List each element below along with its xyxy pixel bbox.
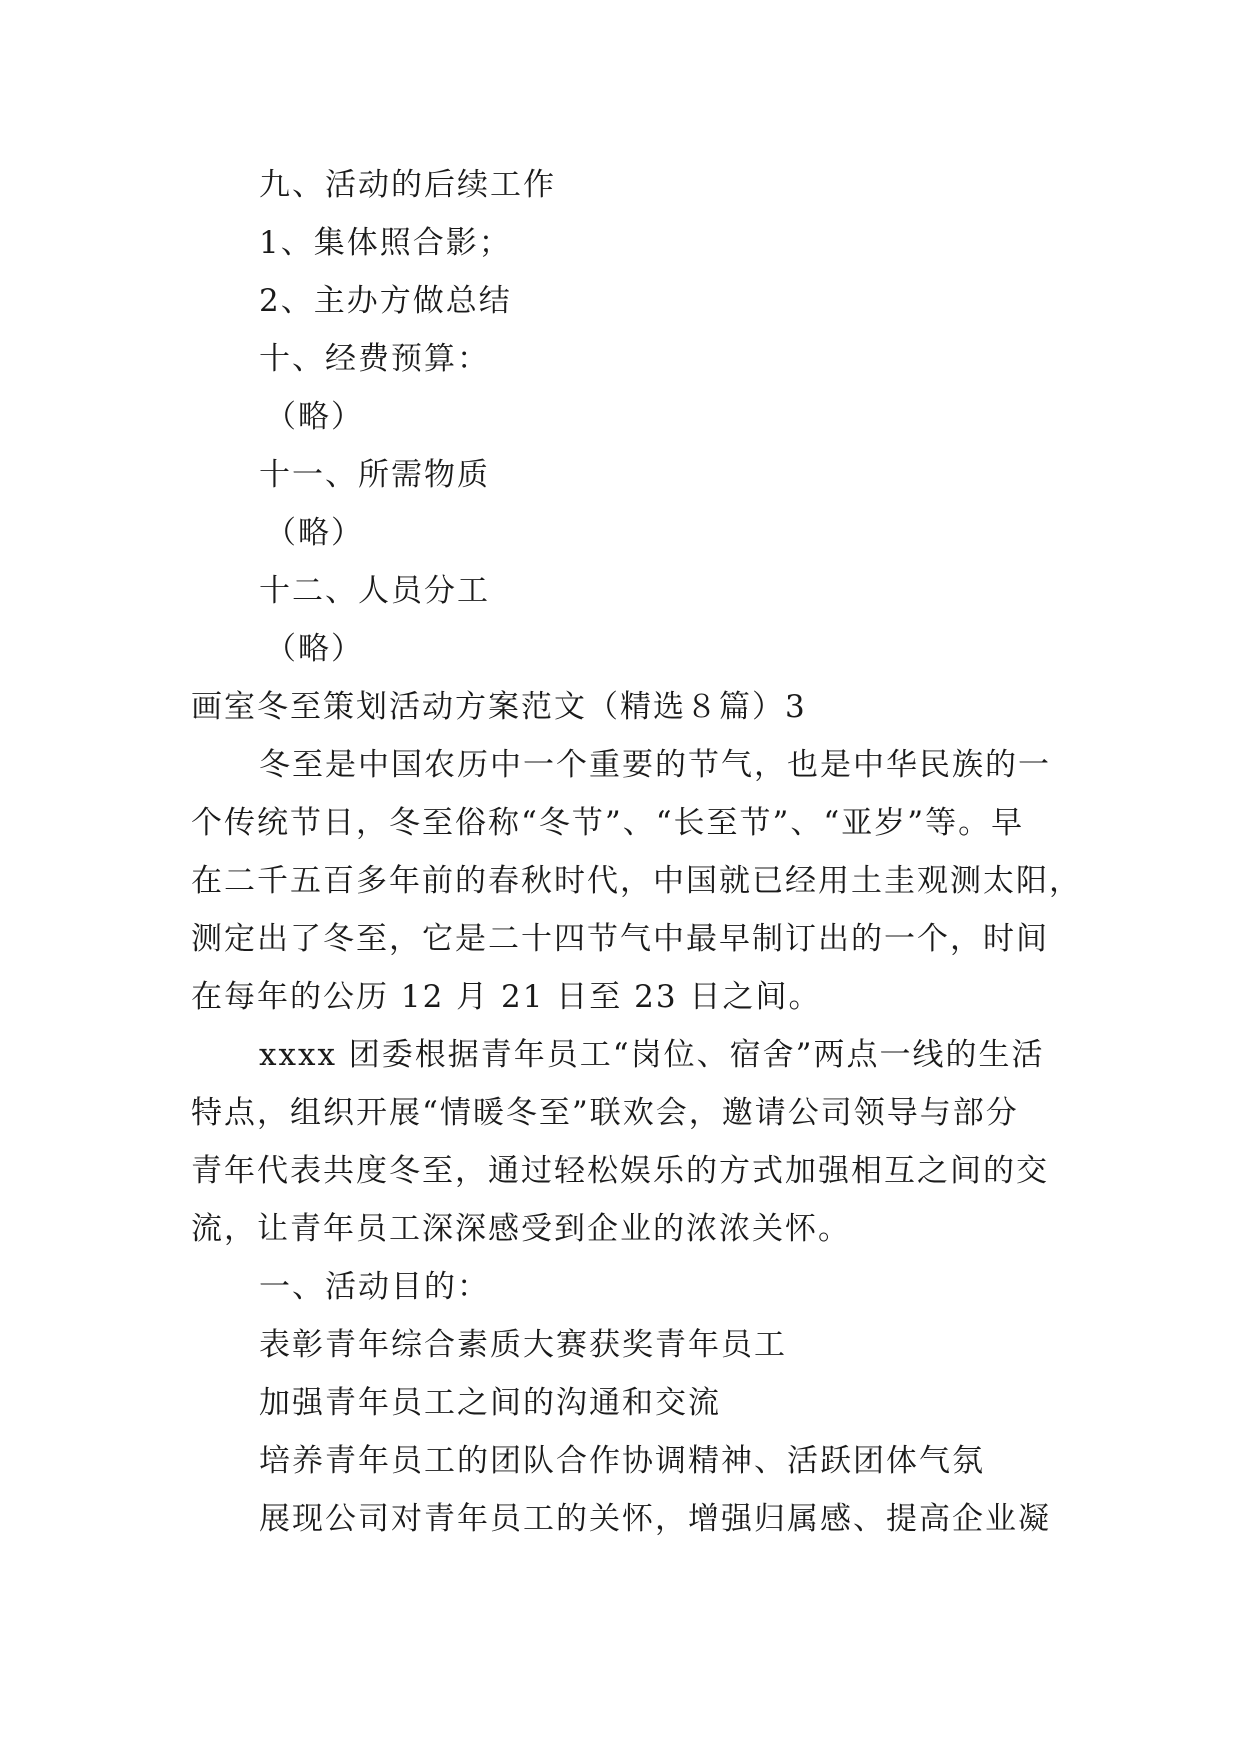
goal-item: 表彰青年综合素质大赛获奖青年员工 (259, 1327, 787, 1363)
paragraph-line: 在二千五百多年前的春秋时代，中国就已经用土圭观测太阳， (191, 863, 1082, 899)
paragraph-line: 青年代表共度冬至，通过轻松娱乐的方式加强相互之间的交 (191, 1153, 1049, 1189)
goal-item: 展现公司对青年员工的关怀，增强归属感、提高企业凝 (259, 1501, 1051, 1537)
section-title: 画室冬至策划活动方案范文（精选８篇）3 (191, 689, 807, 725)
heading-followup: 九、活动的后续工作 (259, 167, 556, 203)
goal-item: 培养青年员工的团队合作协调精神、活跃团体气氛 (259, 1443, 985, 1479)
paragraph-line: 测定出了冬至，它是二十四节气中最早制订出的一个，时间 (191, 921, 1049, 957)
heading-goals: 一、活动目的： (259, 1269, 490, 1305)
heading-budget: 十、经费预算： (259, 341, 490, 377)
goal-item: 加强青年员工之间的沟通和交流 (259, 1385, 721, 1421)
paragraph-line: xxxx 团委根据青年员工“岗位、宿舍”两点一线的生活 (259, 1037, 1045, 1073)
omitted-note: （略） (265, 399, 364, 435)
list-item: 1、集体照合影； (259, 225, 512, 261)
omitted-note: （略） (265, 631, 364, 667)
paragraph-line: 冬至是中国农历中一个重要的节气，也是中华民族的一 (259, 747, 1051, 783)
paragraph-line: 特点，组织开展“情暖冬至”联欢会，邀请公司领导与部分 (191, 1095, 1019, 1131)
omitted-note: （略） (265, 515, 364, 551)
heading-staffing: 十二、人员分工 (259, 573, 490, 609)
heading-materials: 十一、所需物质 (259, 457, 490, 493)
paragraph-line: 流，让青年员工深深感受到企业的浓浓关怀。 (191, 1211, 851, 1247)
paragraph-line: 个传统节日，冬至俗称“冬节”、“长至节”、“亚岁”等。早 (191, 805, 1025, 841)
paragraph-line: 在每年的公历 12 月 21 日至 23 日之间。 (191, 979, 822, 1015)
list-item: 2、主办方做总结 (259, 283, 512, 319)
